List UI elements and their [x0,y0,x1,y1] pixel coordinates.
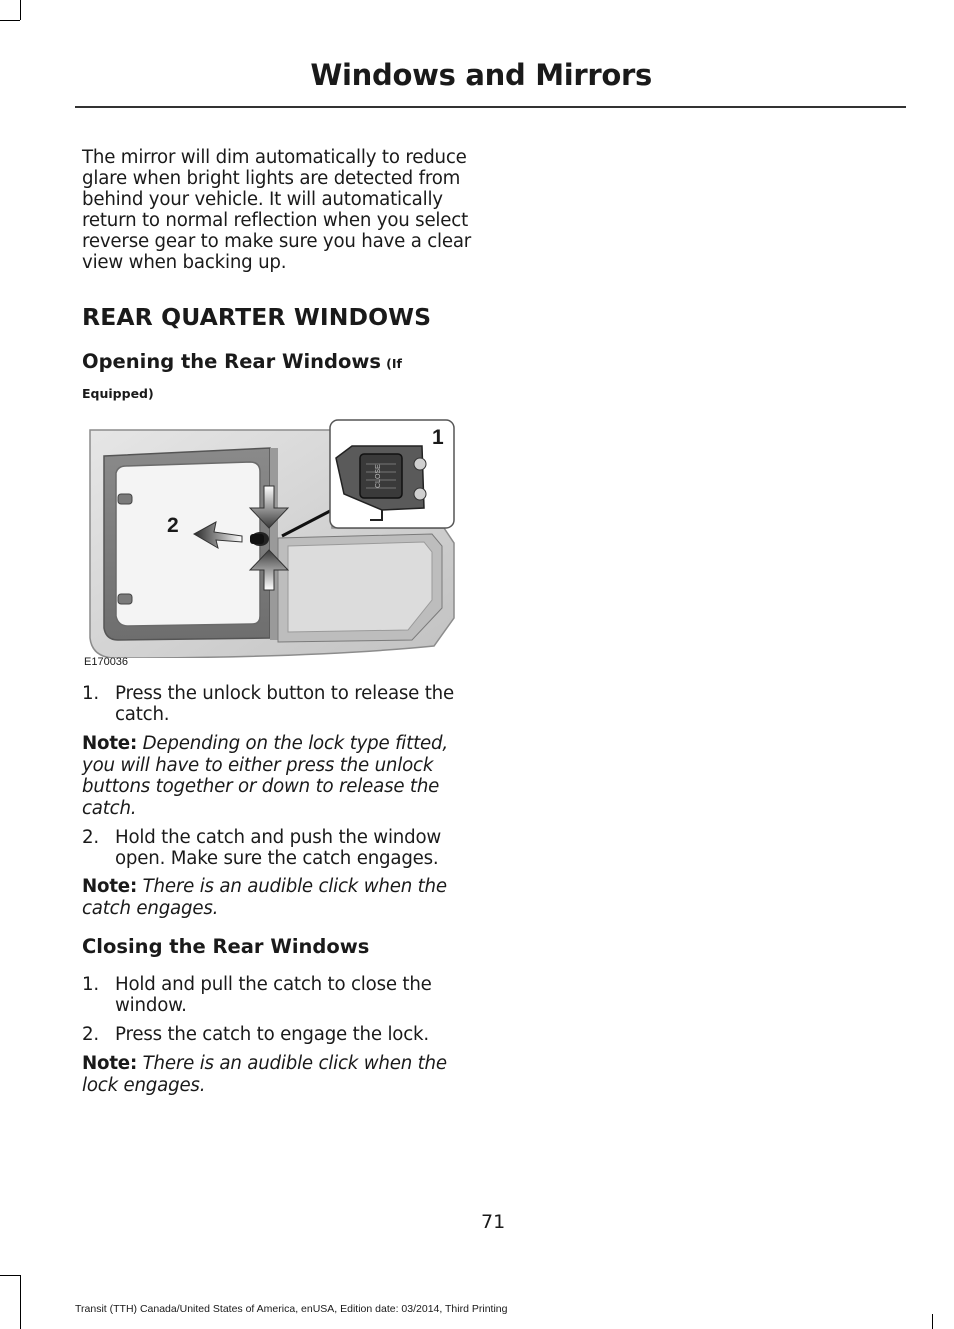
crop-mark [932,1314,933,1329]
note [82,733,472,819]
crop-mark [20,1275,21,1329]
note-text: There is an audible click when the catch engages. [82,876,447,919]
figure-id: E170036 [84,656,129,668]
closing-steps [82,974,472,1096]
crop-mark [20,0,21,20]
footer-edition-info: Transit (TTH) Canada/United States of America, enUSA, Edition date: 03/2014, Third Printing [75,1303,508,1315]
section-title: REAR QUARTER WINDOWS [82,303,432,331]
page-header-title: Windows and Mirrors [310,58,652,92]
list-text: Hold the catch and push the window open. Make sure the catch engages. [115,827,442,869]
callout-1: 1 [432,426,444,449]
note-text: There is an audible click when the lock engages. [82,1053,447,1096]
note-label: Note: [82,733,138,754]
list-number: 2. [82,827,99,848]
crop-mark [0,20,20,21]
intro-block [82,147,472,273]
list-item [82,827,472,869]
list-text: Hold and pull the catch to close the window. [115,974,432,1016]
opening-title: Opening the Rear Windows [82,350,382,373]
close-label: CLOSE [375,464,382,488]
list-text: Press the unlock button to release the catch. [115,683,454,725]
note-text: Depending on the lock type fitted, you will have to either press the unlock buttons together or down to release the catch. [82,733,448,819]
list-number: 1. [82,683,99,704]
rear-window-figure [82,418,460,673]
list-item [82,1024,472,1045]
section-heading-block [82,303,472,331]
list-text: Press the catch to engage the lock. [115,1024,429,1045]
header-rule [75,106,906,108]
note-label: Note: [82,876,138,897]
crop-mark [0,1275,20,1276]
equipped-tag: (If Equipped) [82,356,402,401]
intro-paragraph: The mirror will dim automatically to reduce glare when bright lights are detected from behind your vehicle. It will automatically return to normal reflection when you select reverse gear to make sure you have a clear view when backing up. [82,147,472,273]
closing-title: Closing the Rear Windows [82,935,370,958]
rear-window-illustration [82,418,460,658]
list-item [82,974,472,1016]
list-number: 1. [82,974,99,995]
list-number: 2. [82,1024,99,1045]
callout-2: 2 [167,514,179,537]
list-item [82,683,472,725]
closing-heading-block [82,935,472,958]
page-number: 71 [481,1211,506,1233]
opening-heading-block [82,349,472,409]
note [82,1053,472,1096]
note-label: Note: [82,1053,138,1074]
note [82,876,472,919]
opening-steps [82,683,472,919]
